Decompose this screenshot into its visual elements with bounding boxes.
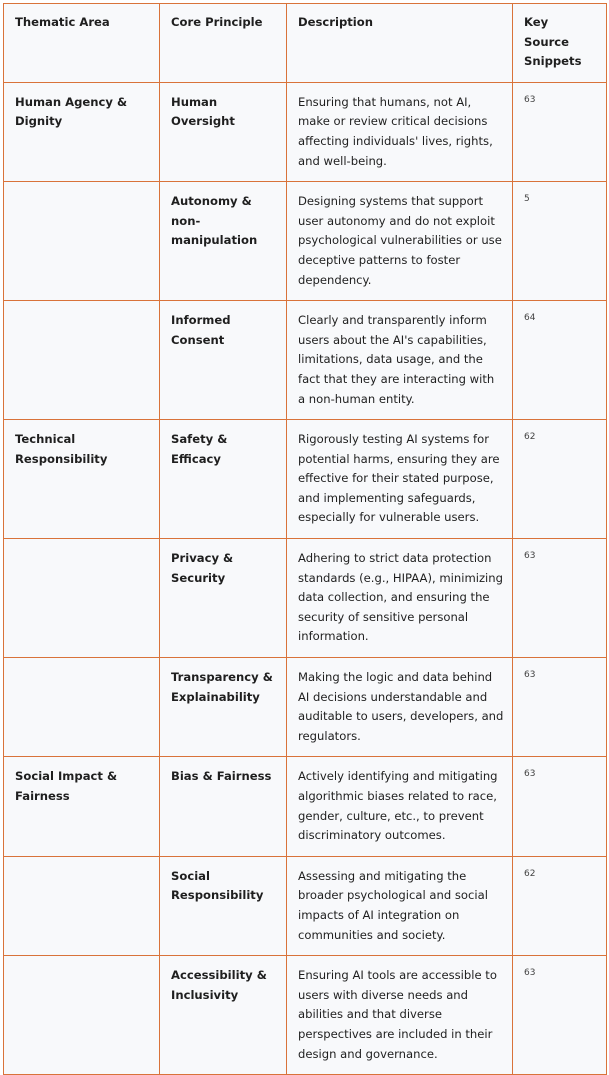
description-cell: Ensuring AI tools are accessible to users with diverse needs and abilities and that diverse perspectives are included in their design and governance. — [287, 956, 513, 1075]
table-row — [4, 301, 607, 420]
thematic-area-cell — [4, 539, 160, 658]
core-principle-cell: Privacy & Security — [160, 539, 287, 658]
source-snippet-cell: 62 — [513, 420, 607, 539]
core-principle-cell: Autonomy & non-manipulation — [160, 182, 287, 301]
source-snippet-cell: 63 — [513, 956, 607, 1075]
header-core-principle: Core Principle — [160, 4, 287, 83]
source-snippet-cell: 63 — [513, 658, 607, 757]
thematic-area-cell: Social Impact & Fairness — [4, 757, 160, 856]
source-snippet-cell: 63 — [513, 757, 607, 856]
core-principle-cell: Safety & Efficacy — [160, 420, 287, 539]
thematic-area-cell — [4, 658, 160, 757]
header-thematic-area: Thematic Area — [4, 4, 160, 83]
thematic-area-cell — [4, 301, 160, 420]
source-snippet-cell: 63 — [513, 82, 607, 181]
description-cell: Ensuring that humans, not AI, make or review critical decisions affecting individuals' lives, rights, and well-being. — [287, 82, 513, 181]
core-principle-cell: Social Responsibility — [160, 856, 287, 955]
description-cell: Assessing and mitigating the broader psychological and social impacts of AI integration on communities and society. — [287, 856, 513, 955]
thematic-area-cell: Technical Responsibility — [4, 420, 160, 539]
description-cell: Designing systems that support user autonomy and do not exploit psychological vulnerabilities or use deceptive patterns to foster dependency. — [287, 182, 513, 301]
description-cell: Clearly and transparently inform users about the AI's capabilities, limitations, data usage, and the fact that they are interacting with a non-human entity. — [287, 301, 513, 420]
table-row — [4, 658, 607, 757]
source-snippet-cell: 62 — [513, 856, 607, 955]
thematic-area-cell — [4, 182, 160, 301]
source-snippet-cell: 5 — [513, 182, 607, 301]
table-row — [4, 856, 607, 955]
table-row — [4, 420, 607, 539]
table-header-row — [4, 4, 607, 83]
core-principle-cell: Bias & Fairness — [160, 757, 287, 856]
principles-table-container — [3, 3, 606, 1075]
thematic-area-cell — [4, 956, 160, 1075]
table-row — [4, 757, 607, 856]
core-principle-cell: Transparency & Explainability — [160, 658, 287, 757]
header-key-source-snippets: Key Source Snippets — [513, 4, 607, 83]
table-row — [4, 539, 607, 658]
table-row — [4, 82, 607, 181]
description-cell: Adhering to strict data protection standards (e.g., HIPAA), minimizing data collection, and ensuring the security of sensitive personal information. — [287, 539, 513, 658]
source-snippet-cell: 64 — [513, 301, 607, 420]
description-cell: Actively identifying and mitigating algorithmic biases related to race, gender, culture, etc., to prevent discriminatory outcomes. — [287, 757, 513, 856]
core-principle-cell: Accessibility & Inclusivity — [160, 956, 287, 1075]
source-snippet-cell: 63 — [513, 539, 607, 658]
core-principle-cell: Informed Consent — [160, 301, 287, 420]
header-description: Description — [287, 4, 513, 83]
table-row — [4, 182, 607, 301]
core-principle-cell: Human Oversight — [160, 82, 287, 181]
description-cell: Making the logic and data behind AI decisions understandable and auditable to users, developers, and regulators. — [287, 658, 513, 757]
description-cell: Rigorously testing AI systems for potential harms, ensuring they are effective for their stated purpose, and implementing safeguards, especially for vulnerable users. — [287, 420, 513, 539]
table-row — [4, 956, 607, 1075]
principles-table — [3, 3, 607, 1075]
thematic-area-cell: Human Agency & Dignity — [4, 82, 160, 181]
thematic-area-cell — [4, 856, 160, 955]
